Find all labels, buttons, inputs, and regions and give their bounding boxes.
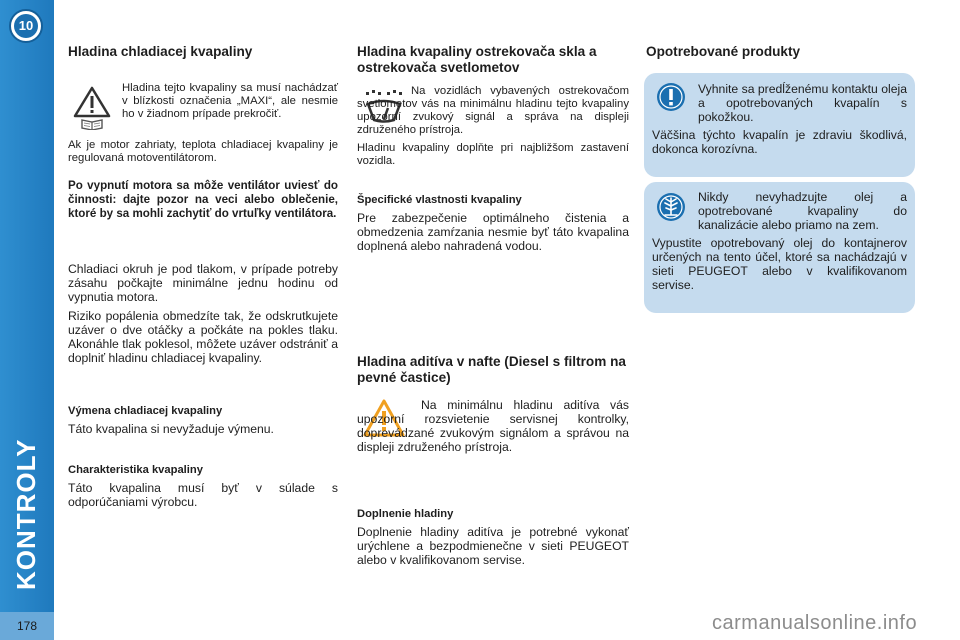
no-dump-text: Nikdy nevyhadzujte olej a opotrebované kvapaliny do kanalizácie alebo priamo na zem. [698,190,907,232]
additive-text: Na minimálnu hladinu aditíva vás upozorní rozsvietenie servisnej kontrolky, doprevádzané zvukovým signálom a správou na displeji združeného prístroja. [357,398,629,454]
used-products-section [646,44,916,60]
burn-risk-text: Riziko popálenia obmedzíte tak, že odskrutkujete uzáver o dve otáčky a počkáte na pokles tlaku. Akonáhle tlak poklesol, môžete uzáver odstrániť a doplniť hladinu chladiacej kvapaliny. [68,309,338,365]
coolant-warning-text [122,82,338,121]
washer-refill-text: Hladinu kvapaliny doplňte pri najbližšom zastavení vozidla. [357,142,629,167]
washer-specs [357,193,629,253]
additive-section [357,354,629,386]
additive-title: Hladina aditíva v nafte (Diesel s filtrom na pevné častice) [357,354,626,385]
coolant-title: Hladina chladiacej kvapaliny [68,44,253,59]
used-products-title: Opotrebované produkty [646,44,801,59]
washer-title: Hladina kvapaliny ostrekovača skla a ostrekovača svetlometov [357,44,597,75]
replacement-text: Táto kvapalina si nevyžaduje výmenu. [68,422,274,436]
chapter-sidebar [0,0,54,640]
skin-contact-body [652,82,907,156]
watermark: carmanualsonline.info [712,612,918,634]
washer-specs-text: Pre zabezpečenie optimálneho čistenia a obmedzenia zamŕzania nesmie byť táto kvapalina doplnená alebo nahradená vodou. [357,211,629,253]
additive-body [357,398,629,454]
washer-intro-text: Na vozidlách vybavených ostrekovačom svetlometov vás na minimálnu hladinu tejto kvapaliny upozorní zvukový signál a správa na displeji združeného prístroja. [357,85,629,136]
coolant-pressure [68,262,338,365]
additive-topup [357,507,629,567]
skin-contact-text: Vyhnite sa predĺženému kontaktu oleja a opotrebovaných kvapalín s pokožkou. [698,82,907,124]
coolant-body [68,139,338,221]
topup-title: Doplnenie hladiny [357,508,454,520]
section-title: KONTROLY [11,438,41,590]
page-number: 178 [0,612,54,640]
characteristics-text: Táto kvapalina musí byť v súlade s odporúčaniami výrobcu. [68,481,338,509]
washer-section [357,44,629,76]
chapter-badge [9,9,43,43]
replacement-title: Výmena chladiacej kvapaliny [68,405,223,417]
fan-caution-text: Po vypnutí motora sa môže ventilátor uviesť do činnosti: dajte pozor na veci alebo oblečenie, ktoré by sa mohli zachytiť do vrtuľky ventilátora. [68,179,338,220]
disposal-body [652,190,907,292]
topup-text: Doplnenie hladiny aditíva je potrebné vykonať urýchlene a bezpodmienečne v sieti PEUGEOT alebo v kvalifikovanom servise. [357,525,629,567]
hot-engine-text: Ak je motor zahriaty, teplota chladiacej kvapaliny je regulovaná motoventilátorom. [68,139,338,164]
coolant-warning-paragraph: Hladina tejto kvapaliny sa musí nachádzať v blízkosti označenia „MAXI“, ale nesmie ho v žiadnom prípade prekročiť. [122,82,338,120]
harmful-text: Väčšina týchto kvapalín je zdraviu škodlivá, dokonca korozívna. [652,128,907,156]
pressure-text: Chladiaci okruh je pod tlakom, v prípade potreby zásahu počkajte minimálne jednu hodinu od vypnutia motora. [68,262,338,304]
coolant-characteristics [68,463,338,509]
washer-specs-title: Špecifické vlastnosti kvapaliny [357,194,522,206]
washer-intro [357,85,629,168]
characteristics-title: Charakteristika kvapaliny [68,464,203,476]
coolant-replacement [68,404,338,436]
chapter-number: 10 [14,14,38,38]
warning-manual-icon [73,86,111,130]
coolant-section [68,44,338,60]
recycling-text: Vypustite opotrebovaný olej do kontajnerov určených na tento účel, ktoré sa nachádzajú v sieti PEUGEOT alebo v kvalifikovanom servise. [652,236,907,292]
